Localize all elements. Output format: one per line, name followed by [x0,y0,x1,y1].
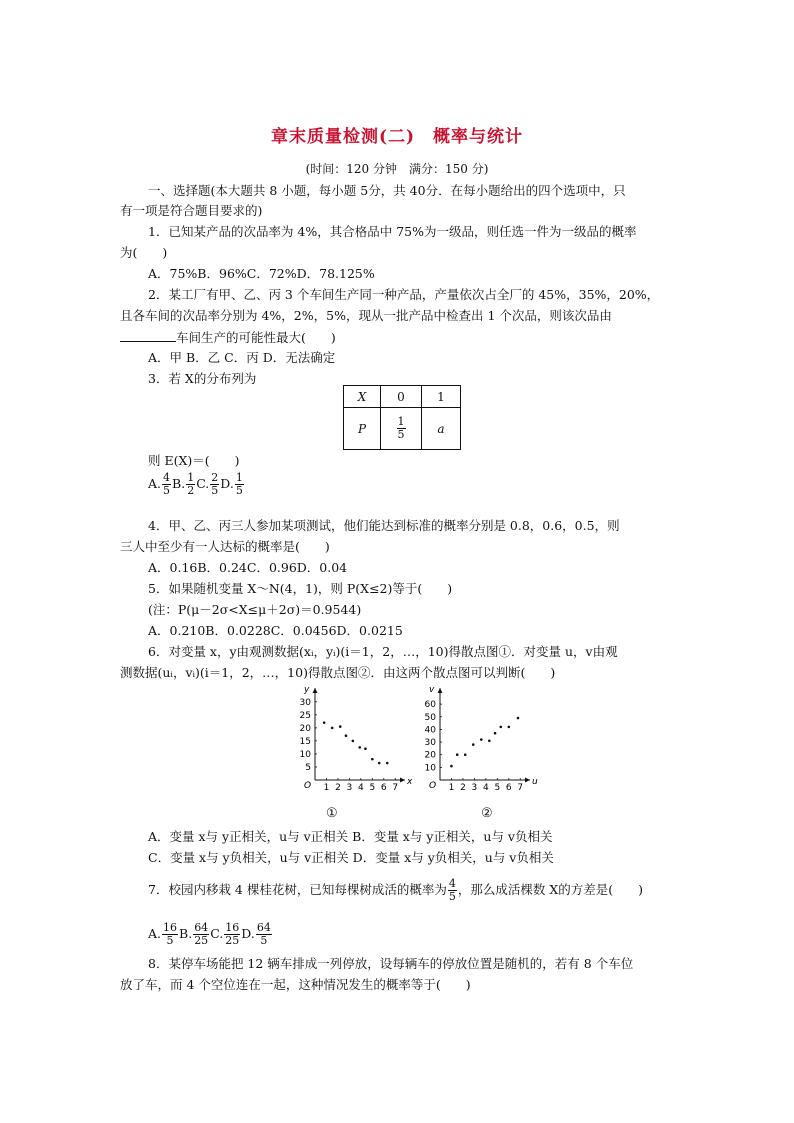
answer-blank [120,329,176,342]
data-point [386,762,389,765]
x-tick-label: 6 [505,783,512,793]
data-point [345,734,348,737]
question-4-options: A．0.16B．0.24C．0.96D．0.04 [148,560,348,575]
question-6-options-ab: A．变量 x与 y正相关，u与 v正相关 B．变量 x与 y正相关，u与 v负相关 [148,829,553,844]
data-point [358,746,361,749]
question-6-options-cd: C．变量 x与 y负相关，u与 v正相关 D．变量 x与 y负相关，u与 v负相关 [148,850,554,865]
question-7-options: A. $\frac{16}{5}$ B. $\frac{64}{25}$ C. $\frac{16}{25}$ D. $\frac{64}{5}$ [148,921,271,947]
section-heading-cont: 有一项是符合题目要求的) [120,203,263,218]
x-tick-label: 4 [357,783,364,793]
y-axis-label: v [429,685,435,695]
data-point [364,747,367,750]
data-point [464,753,467,756]
page-title: 章末质量检测(二) 概率与统计 [270,127,524,147]
question-4-text-cont: 三人中至少有一人达标的概率是( ) [120,539,330,554]
data-point [456,753,459,756]
plot-1-caption: ① [326,806,338,821]
x-tick-label: 7 [517,783,524,793]
x-tick-label: 3 [346,783,353,793]
question-2-text-cont: 且各车间的次品率分别为 4%，2%，5%，现从一批产品中检查出 1 个次品，则该次品由 [120,308,612,323]
x-tick-label: 7 [392,783,399,793]
question-5-note: (注：P(μ－2σ<X≤μ＋2σ)＝0.9544) [148,602,362,617]
y-tick-label: 60 [424,700,436,711]
x-tick-label: 3 [471,783,478,793]
question-2-text: 2．某工厂有甲、乙、丙 3 个车间生产同一种产品，产量依次占全厂的 45%，35%，20%， [148,287,660,302]
x-tick-label: 2 [335,783,341,793]
question-3-text: 3．若 X的分布列为 [148,371,257,386]
question-1-options: A．75%B．96%C．72%D．78.125% [148,266,375,281]
x-axis-label: u [532,777,538,787]
table-cell: 0 [381,386,422,408]
y-tick-label: 5 [305,762,311,773]
y-tick-label: 10 [424,763,436,774]
origin-label: O [429,781,437,791]
y-tick-label: 15 [299,736,311,747]
exam-info: (时间：120 分钟 满分：150 分) [305,162,489,176]
data-point [517,717,520,720]
x-axis-label: x [407,777,413,787]
data-point [499,726,502,729]
x-tick-label: 2 [460,783,466,793]
data-point [378,762,381,765]
section-heading: 一、选择题(本大题共 8 小题，每小题 5分，共 40分．在每小题给出的四个选项中，只 [148,183,626,198]
x-tick-label: 6 [380,783,387,793]
data-point [450,765,453,768]
y-tick-label: 20 [424,750,436,761]
data-point [352,740,355,743]
question-5-text: 5．如果随机变量 X～N(4，1)，则 P(X≤2)等于( ) [148,581,453,596]
plot-2-caption: ② [481,806,493,821]
data-point [331,727,334,730]
data-point [508,726,511,729]
table-cell [381,408,422,450]
data-point [488,739,491,742]
data-point [472,743,475,746]
table-cell: 1 [422,386,461,408]
y-axis-label: y [304,685,310,695]
data-point [323,721,326,724]
question-6-text: 6．对变量 x，y由观测数据(xᵢ，yᵢ)(i＝1，2，…，10)得散点图①．对变量 u，v由观 [148,644,618,659]
y-tick-label: 20 [299,723,311,734]
scatter-plot-1 [280,682,413,793]
table-cell: a [422,408,461,450]
question-3-options: A. $\frac{4}{5}$ B. $\frac{1}{2}$ C. $\frac{2}{5}$ D. $\frac{1}{5}$ [148,471,243,497]
data-point [480,738,483,741]
question-8-text-cont: 放了车，而 4 个空位连在一起，这种情况发生的概率等于( ) [120,977,471,992]
data-point [494,732,497,735]
x-axis-arrow [525,778,530,783]
y-tick-label: 30 [299,697,311,708]
data-point [371,758,374,761]
distribution-table [343,385,461,450]
x-tick-label: 4 [482,783,489,793]
x-tick-label: 5 [494,783,501,793]
question-2-options: A．甲 B．乙 C．丙 D．无法确定 [148,350,336,365]
y-tick-label: 25 [299,710,311,721]
x-tick-label: 1 [448,783,455,793]
question-3-text-cont: 则 E(X)＝( ) [148,453,240,468]
question-8-text: 8．某停车场能把 12 辆车排成一列停放，设每辆车的停放位置是随机的，若有 8 个车位 [148,956,634,971]
question-4-text: 4．甲、乙、丙三人参加某项测试，他们能达到标准的概率分别是 0.8，0.6，0.5，则 [148,518,620,533]
y-axis-arrow [313,688,318,693]
question-1-text: 1．已知某产品的次品率为 4%，其合格品中 75%为一级品，则任选一件为一级品的概率 [148,224,637,239]
table-cell: P [344,408,381,450]
x-tick-label: 1 [323,783,330,793]
x-tick-label: 5 [369,783,376,793]
question-1-text-cont: 为( ) [120,245,168,260]
scatter-plot-2 [405,682,538,793]
fraction: $\frac{1}{5}$ [397,415,405,441]
y-tick-label: 10 [299,749,311,760]
y-tick-label: 30 [424,738,436,749]
question-7-text: 7．校园内移栽 4 棵桂花树，已知每棵树成活的概率为 $\frac{4}{5}$ ，那么成活棵数 X的方差是( ) [148,877,643,903]
question-5-options: A．0.210B．0.0228C．0.0456D．0.0215 [148,623,403,638]
origin-label: O [304,781,312,791]
table-cell: X [344,386,381,408]
question-2-text-end: 车间生产的可能性最大( ) [120,329,336,346]
y-tick-label: 50 [424,712,436,723]
data-point [339,725,342,728]
y-axis-arrow [438,688,443,693]
question-6-text-cont: 测数据(uᵢ，vᵢ)(i＝1，2，…，10)得散点图②．由这两个散点图可以判断( ) [120,665,556,680]
y-tick-label: 40 [424,725,436,736]
fraction: $\frac{4}{5}$ [448,877,456,903]
